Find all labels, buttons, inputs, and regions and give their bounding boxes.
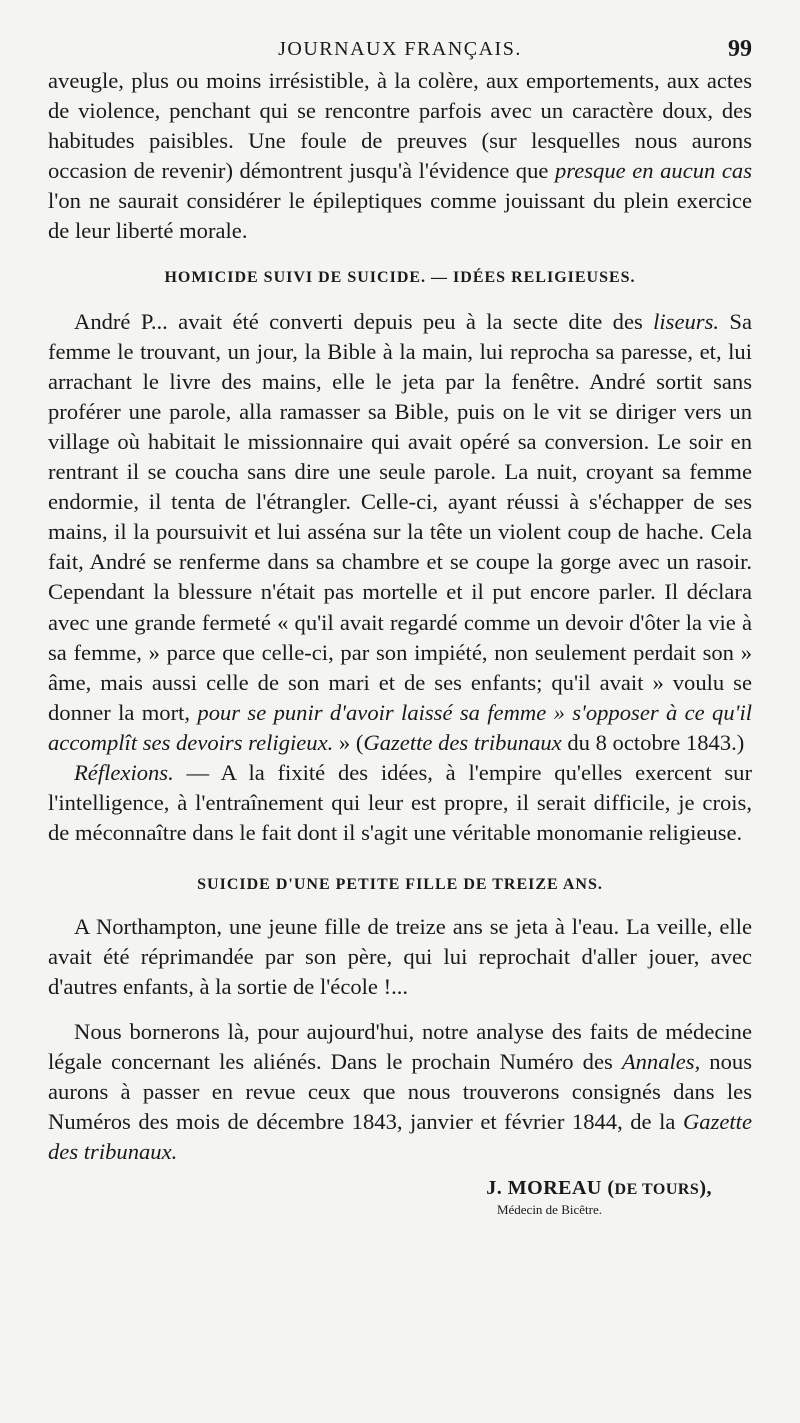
author-name: J. MOREAU bbox=[486, 1177, 602, 1199]
section-heading-suicide: SUICIDE D'UNE PETITE FILLE DE TREIZE ANS. bbox=[197, 876, 603, 894]
paren-close: ), bbox=[699, 1177, 712, 1199]
paragraph-reflexions bbox=[48, 758, 752, 848]
text-run: l'on ne saurait considérer le épileptiques comme jouissant du plein exercice de leur liberté morale. bbox=[48, 188, 752, 244]
text-run: André P... avait été converti depuis peu à la secte dite des bbox=[74, 308, 654, 334]
text-run: du 8 octobre 1843.) bbox=[561, 729, 745, 755]
italic-run: pour se punir d'avoir laissé sa femme » s'opposer à ce qu'il accomplît ses devoirs religieux. bbox=[48, 699, 752, 755]
author-affiliation: Médecin de Bicêtre. bbox=[496, 1202, 602, 1217]
text-run: nous aurons à passer en revue ceux que nous trouverons consignés dans les Numéros des mois de décembre 1843, janvier et février 1844, de la bbox=[48, 1048, 752, 1134]
running-title: JOURNAUX FRANÇAIS. bbox=[278, 38, 522, 60]
paragraph-andre bbox=[48, 307, 752, 758]
spacer bbox=[48, 1003, 752, 1017]
text-run: — A la fixité des idées, à l'empire qu'elles exercent sur l'intelligence, à l'entraînement qui leur est propre, il serait difficile, je crois, de méconnaître dans le fait dont il s'agit une véritable monomanie religieuse. bbox=[48, 759, 752, 846]
italic-run: Gazette des tribunaux bbox=[363, 729, 562, 755]
paragraph-epilepsy bbox=[48, 66, 752, 247]
page-number: 99 bbox=[728, 36, 752, 62]
text-run: Sa femme le trouvant, un jour, la Bible à la main, lui reprocha sa paresse, et, lui arrachant le livre des mains, elle le jeta par la fenêtre. André sortit sans proférer une parole, alla ramasser sa Bible, puis on le vit se diriger vers un village où habitait le missionnaire qui avait opéré sa conversion. Le soir en rentrant il se coucha sans dire une seule parole. La nuit, croyant sa femme endormie, il tenta de l'étrangler. Celle-ci, ayant réussi à s'échapper de ses mains, il la poursuivit et lui asséna sur la tête un violent coup de hache. Cela fait, André se renferme dans sa chambre et se coupe la gorge avec un rasoir. Cependant la blessure n'était pas mortelle et il put encore parler. Il déclara avec une grande fermeté « qu'il avait regardé comme un devoir d'ôter la vie à sa femme, » parce que celle-ci, par son impiété, non seulement perdait son » âme, mais aussi celle de son mari et de ses enfants; qu'il avait » voulu se donner la mort, bbox=[48, 308, 752, 725]
italic-run: Réflexions. bbox=[74, 759, 174, 785]
running-head bbox=[48, 32, 752, 66]
paren-open: ( bbox=[601, 1177, 615, 1199]
section-heading-homicide: HOMICIDE SUIVI DE SUICIDE. — IDÉES RELIGIEUSES. bbox=[164, 268, 636, 286]
author-qualifier: DE TOURS bbox=[614, 1181, 700, 1198]
paragraph-northampton: A Northampton, une jeune fille de treize ans se jeta à l'eau. La veille, elle avait été réprimandée par son père, qui lui reprochait d'aller jouer, avec d'autres enfants, à la sortie de l'école !... bbox=[48, 914, 752, 1000]
italic-run: liseurs. bbox=[653, 308, 720, 334]
italic-run: Annales, bbox=[621, 1048, 701, 1074]
text-run: Nous bornerons là, pour aujourd'hui, notre analyse des faits de médecine légale concernant les aliénés. Dans le prochain Numéro des bbox=[48, 1018, 752, 1074]
italic-run: Gazette des tribunaux. bbox=[48, 1108, 752, 1164]
paragraph-closing bbox=[48, 1017, 752, 1167]
italic-run: presque en aucun cas bbox=[554, 158, 752, 184]
text-run: aveugle, plus ou moins irrésistible, à la colère, aux emportements, aux actes de violence, penchant qui se rencontre parfois avec un caractère doux, des habitudes paisibles. Une foule de preuves (sur lesquelles nous aurons occasion de revenir) démontrent jusqu'à l'évidence que bbox=[48, 68, 752, 184]
signature bbox=[48, 1177, 752, 1200]
text-run: » ( bbox=[333, 729, 364, 755]
